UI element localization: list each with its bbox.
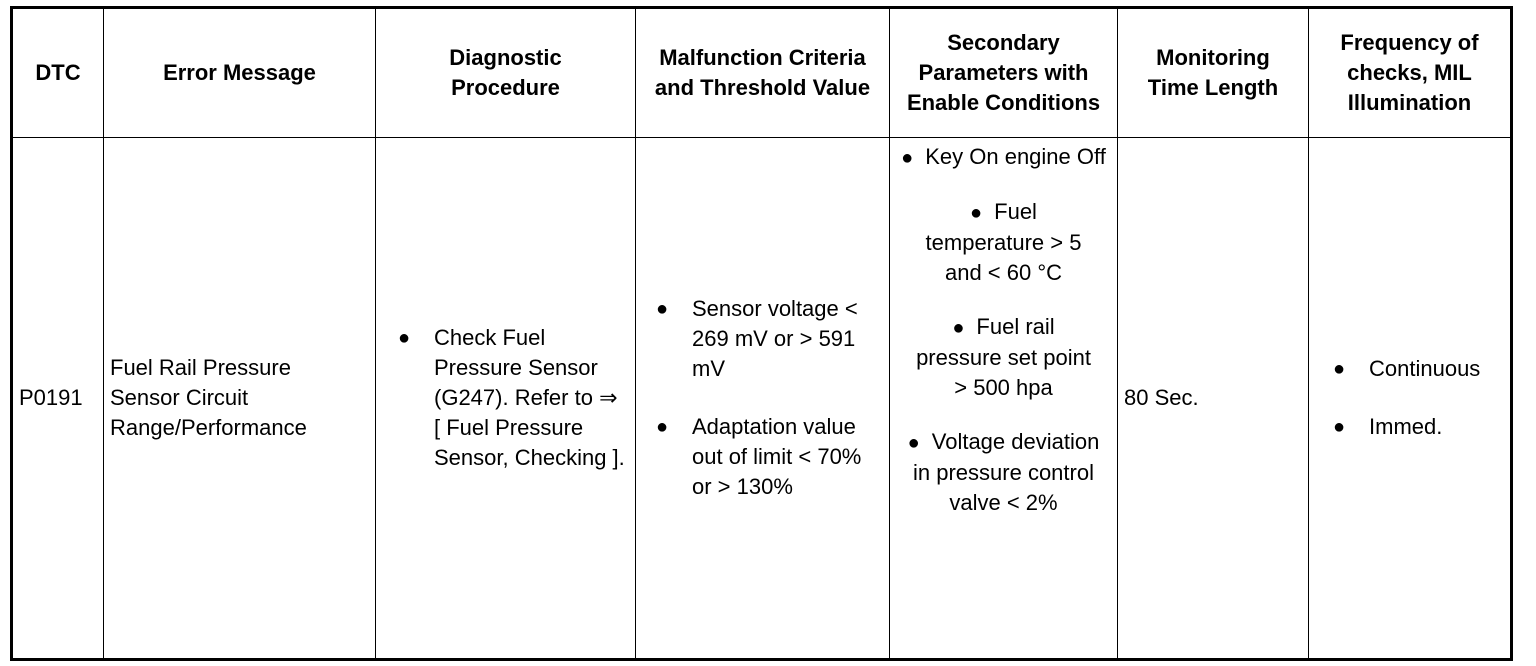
secondary-parameters-list [890,142,1117,518]
list-item: ● Immed. [1333,412,1504,442]
cell-dtc [12,138,104,660]
bullet-icon: ● [970,202,983,224]
bullet-icon: ● [1333,416,1346,438]
cell-error-message [104,138,376,660]
list-item: ● Voltage deviation in pressure control valve < 2% [907,429,1100,515]
header-monitoring-time: Monitoring Time Length [1118,8,1309,138]
header-malfunction-criteria: Malfunction Criteria and Threshold Value [636,8,890,138]
error-message-text: Fuel Rail Pressure Sensor Circuit Range/Performance [110,355,307,440]
cell-diagnostic-procedure [376,138,636,660]
cell-frequency [1309,138,1512,660]
bullet-icon: ● [901,147,914,169]
monitoring-time-text: 80 Sec. [1124,385,1199,410]
dtc-code: P0191 [19,385,83,410]
malfunction-criteria-list [656,294,883,502]
header-dtc: DTC [12,8,104,138]
bullet-icon: ● [907,432,920,454]
header-frequency: Frequency of checks, MIL Illumination [1309,8,1512,138]
list-item: ● Check Fuel Pressure Sensor (G247). Refer to ⇒ [ Fuel Pressure Sensor, Checking ]. [398,325,625,470]
header-diagnostic-procedure: Diagnostic Procedure [376,8,636,138]
list-item: ● Fuel rail pressure set point > 500 hpa [916,314,1091,400]
cell-malfunction-criteria [636,138,890,660]
list-item: ● Sensor voltage < 269 mV or > 591 mV [656,296,858,381]
list-item: ● Key On engine Off [890,142,1117,173]
bullet-icon: ● [656,298,669,320]
dtc-table [10,6,1513,661]
frequency-list [1333,354,1504,442]
bullet-icon: ● [1333,358,1346,380]
bullet-icon: ● [398,327,411,349]
table-row [12,138,1512,660]
header-error-message: Error Message [104,8,376,138]
header-secondary-parameters: Secondary Parameters with Enable Conditions [890,8,1118,138]
cell-secondary-parameters [890,138,1118,660]
dtc-table-wrapper [10,6,1513,661]
diagnostic-procedure-list [398,323,627,473]
bullet-icon: ● [656,416,669,438]
bullet-icon: ● [952,317,965,339]
header-row [12,8,1512,138]
list-item: ● Continuous [1333,354,1504,384]
cell-monitoring-time [1118,138,1309,660]
list-item: ● Adaptation value out of limit < 70% or > 130% [656,414,862,499]
list-item: ● Fuel temperature > 5 and < 60 °C [925,199,1082,285]
